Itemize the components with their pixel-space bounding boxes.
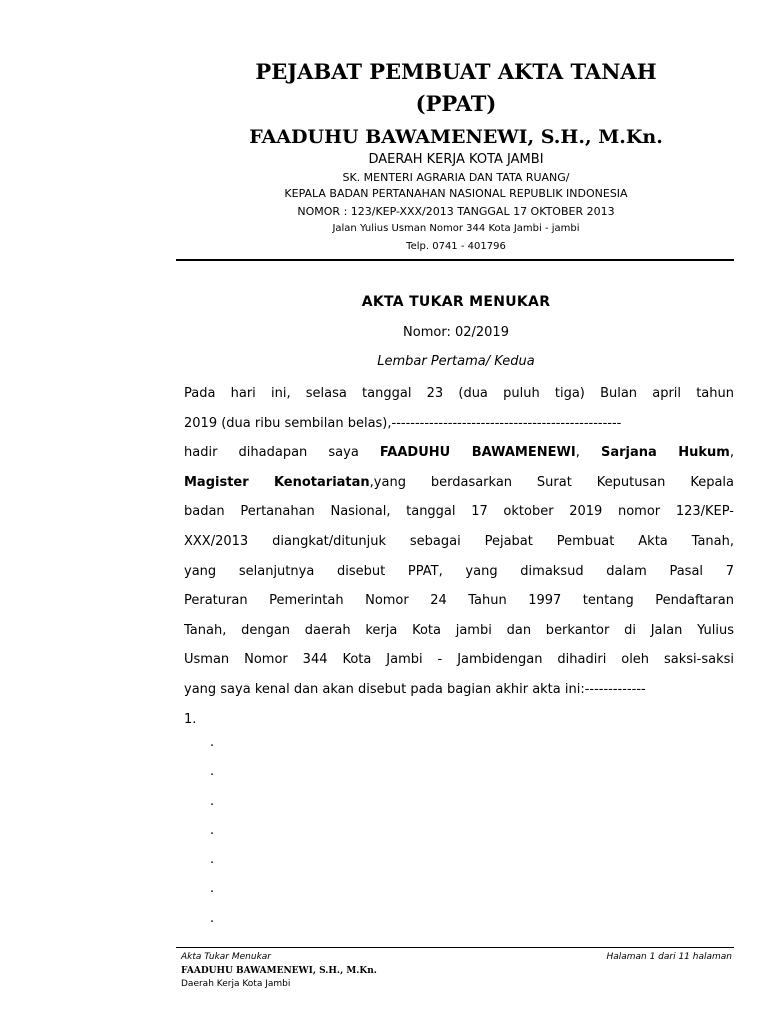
body-line: Usman Nomor 344 Kota Jambi - Jambidengan dihadiri oleh saksi-saksi (184, 652, 734, 668)
official-name-inline: FAADUHU BAWAMENEWI (379, 445, 576, 461)
placeholder-dot: . (210, 852, 215, 868)
footer-page-info: Halaman 1 dari 11 halaman (606, 952, 732, 962)
placeholder-dot: . (210, 822, 215, 838)
placeholder-dot: . (210, 735, 215, 750)
placeholder-dot: . (210, 764, 215, 780)
body-line: Pada hari ini, selasa tanggal 23 (dua puluh tiga) Bulan april tahun (184, 386, 734, 401)
body-line: yang saya kenal dan akan disebut pada bagian akhir akta ini:------------- (184, 681, 646, 697)
placeholder-dot: . (210, 910, 215, 926)
body-line: Peraturan Pemerintah Nomor 24 Tahun 1997 tentang Pendaftaran (184, 593, 734, 609)
body-line: Tanah, dengan daerah kerja Kota jambi dan berkantor di Jalan Yulius (184, 622, 734, 638)
footer-work-area: Daerah Kerja Kota Jambi (181, 979, 291, 989)
degree-inline: Magister Kenotariatan (184, 474, 370, 490)
work-area: DAERAH KERJA KOTA JAMBI (368, 152, 544, 167)
body-text: ,yang berdasarkan Surat Keputusan Kepala (369, 474, 734, 490)
official-name: FAADUHU BAWAMENEWI, S.H., M.Kn. (249, 126, 663, 148)
body-text: , (729, 445, 734, 461)
office-phone: Telp. 0741 - 401796 (406, 241, 506, 252)
deed-body (184, 379, 734, 734)
body-line (184, 468, 734, 498)
body-line: XXX/2013 diangkat/ditunjuk sebagai Pejabat Pembuat Akta Tanah, (184, 533, 734, 549)
footer-deed-title: Akta Tukar Menukar (181, 952, 271, 962)
footer-divider (176, 947, 734, 948)
body-text: hadir dihadapan saya (184, 445, 380, 461)
deed-number: Nomor: 02/2019 (403, 325, 509, 340)
placeholder-dots (210, 733, 214, 938)
body-line (184, 438, 734, 468)
body-text: , (575, 445, 601, 461)
decree-line-2: KEPALA BADAN PERTANAHAN NASIONAL REPUBLIK INDONESIA (284, 187, 628, 200)
placeholder-dot: . (210, 793, 215, 809)
degree-inline: Sarjana Hukum (600, 445, 730, 461)
footer-official-name: FAADUHU BAWAMENEWI, S.H., M.Kn. (181, 966, 377, 976)
office-address: Jalan Yulius Usman Nomor 344 Kota Jambi - jambi (332, 223, 580, 234)
decree-line-3: NOMOR : 123/KEP-XXX/2013 TANGGAL 17 OKTOBER 2013 (297, 205, 615, 218)
deed-title: AKTA TUKAR MENUKAR (361, 294, 551, 310)
office-title: PEJABAT PEMBUAT AKTA TANAH (255, 59, 657, 84)
decree-line-1: SK. MENTERI AGRARIA DAN TATA RUANG/ (342, 171, 570, 184)
body-line: yang selanjutnya disebut PPAT, yang dimaksud dalam Pasal 7 (184, 563, 734, 579)
body-line: 2019 (dua ribu sembilan belas),------------------------------------------------- (184, 415, 622, 431)
deed-sheet: Lembar Pertama/ Kedua (377, 354, 535, 369)
placeholder-dot: . (210, 881, 215, 897)
header-divider (176, 259, 734, 261)
office-abbreviation: (PPAT) (415, 91, 497, 116)
body-line: badan Pertanahan Nasional, tanggal 17 oktober 2019 nomor 123/KEP- (184, 504, 734, 520)
list-number: 1. (184, 711, 197, 727)
